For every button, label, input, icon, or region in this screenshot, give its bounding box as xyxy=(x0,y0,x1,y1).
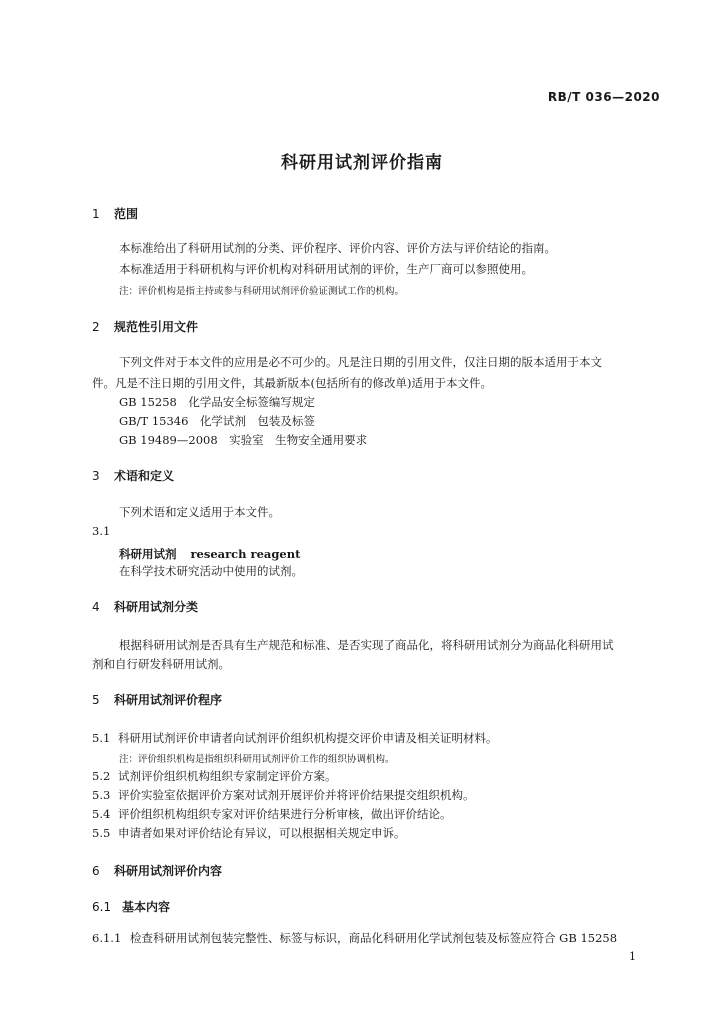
section-3-heading xyxy=(92,467,174,484)
section-title: 科研用试剂分类 xyxy=(114,600,199,614)
section-title: 术语和定义 xyxy=(114,469,175,483)
paragraph: 剂和自行研发科研用试剂。 xyxy=(92,657,230,671)
procedure-item xyxy=(92,787,475,803)
term-entry xyxy=(119,543,300,562)
section-number: 6 xyxy=(92,864,100,878)
section-1-heading xyxy=(92,205,138,222)
procedure-item xyxy=(92,730,498,746)
reference-item: GB/T 15346 化学试剂 包装及标签 xyxy=(119,414,315,428)
item-text: 试剂评价组织机构组织专家制定评价方案。 xyxy=(118,769,337,783)
item-number: 5.3 xyxy=(92,788,111,802)
section-4-heading xyxy=(92,598,198,615)
section-5-heading xyxy=(92,691,222,708)
term-number: 3.1 xyxy=(92,524,111,538)
procedure-item xyxy=(92,806,452,822)
item-number: 5.5 xyxy=(92,826,111,840)
item-number: 5.4 xyxy=(92,807,111,821)
note: 注：评价机构是指主持或参与科研用试剂评价验证测试工作的机构。 xyxy=(119,286,405,297)
term-chinese: 科研用试剂 xyxy=(119,547,177,561)
item-text: 科研用试剂评价申请者向试剂评价组织机构提交评价申请及相关证明材料。 xyxy=(118,731,498,745)
item-text: 检查科研用试剂包装完整性、标签与标识，商品化科研用化学试剂包装及标签应符合 GB 15258 xyxy=(130,931,618,945)
standard-number: RB/T 036—2020 xyxy=(547,90,660,104)
term-english: research reagent xyxy=(190,547,301,561)
subsection-title: 基本内容 xyxy=(122,900,171,914)
paragraph: 根据科研用试剂是否具有生产规范和标准、是否实现了商品化，将科研用试剂分为商品化科研用试 xyxy=(119,638,614,652)
section-number: 1 xyxy=(92,207,100,221)
section-number: 5 xyxy=(92,693,100,707)
paragraph: 件。凡是不注日期的引用文件，其最新版本(包括所有的修改单)适用于本文件。 xyxy=(92,376,492,390)
item-number: 6.1.1 xyxy=(92,931,122,945)
note: 注：评价组织机构是指组织科研用试剂评价工作的组织协调机构。 xyxy=(119,754,395,765)
paragraph: 本标准给出了科研用试剂的分类、评价程序、评价内容、评价方法与评价结论的指南。 xyxy=(119,241,556,255)
item-text: 评价实验室依据评价方案对试剂开展评价并将评价结果提交组织机构。 xyxy=(118,788,475,802)
section-6-heading xyxy=(92,862,222,879)
section-title: 科研用试剂评价程序 xyxy=(114,693,223,707)
paragraph: 下列文件对于本文件的应用是必不可少的。凡是注日期的引用文件，仅注日期的版本适用于本文 xyxy=(119,355,602,369)
reference-item: GB 15258 化学品安全标签编写规定 xyxy=(119,395,315,409)
item-number: 5.2 xyxy=(92,769,111,783)
section-number: 3 xyxy=(92,469,100,483)
section-title: 范围 xyxy=(114,207,139,221)
reference-item: GB 19489—2008 实验室 生物安全通用要求 xyxy=(119,433,368,447)
section-number: 4 xyxy=(92,600,100,614)
subsection-number: 6.1 xyxy=(92,900,112,914)
paragraph: 下列术语和定义适用于本文件。 xyxy=(119,505,280,519)
item-number: 5.1 xyxy=(92,731,111,745)
section-number: 2 xyxy=(92,320,100,334)
term-definition: 在科学技术研究活动中使用的试剂。 xyxy=(119,564,303,578)
page-number: 1 xyxy=(629,950,636,963)
section-title: 科研用试剂评价内容 xyxy=(114,864,223,878)
procedure-item xyxy=(92,825,406,841)
document-title: 科研用试剂评价指南 xyxy=(281,153,443,173)
content-item xyxy=(92,930,617,946)
procedure-item xyxy=(92,768,337,784)
item-text: 申请者如果对评价结论有异议，可以根据相关规定申诉。 xyxy=(118,826,406,840)
section-2-heading xyxy=(92,318,198,335)
item-text: 评价组织机构组织专家对评价结果进行分析审核，做出评价结论。 xyxy=(118,807,452,821)
section-title: 规范性引用文件 xyxy=(114,320,199,334)
subsection-6-1-heading xyxy=(92,898,170,915)
paragraph: 本标准适用于科研机构与评价机构对科研用试剂的评价，生产厂商可以参照使用。 xyxy=(119,262,533,276)
